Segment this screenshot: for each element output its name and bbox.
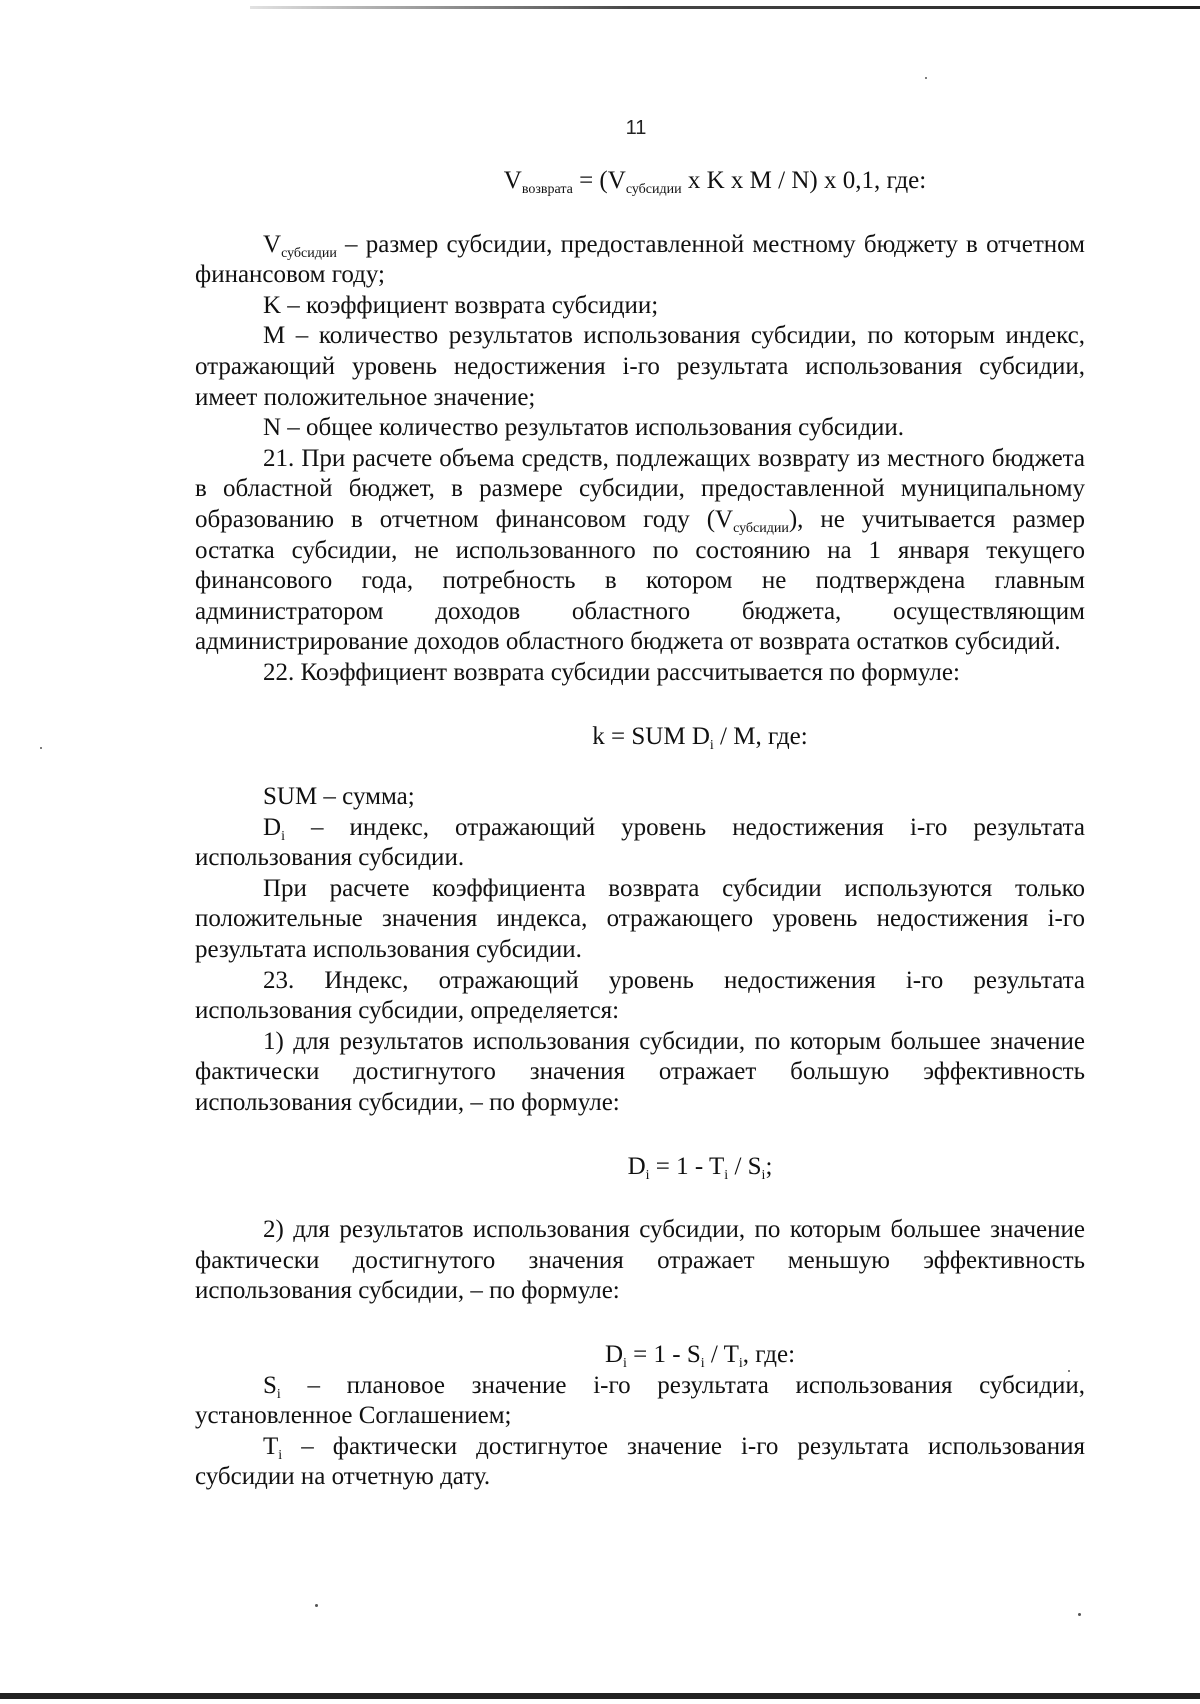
formula-di-greater-better: $D_i = 1 - T_i / S_i$; [627,1152,773,1183]
page-number: 11 [625,117,647,139]
definition-si: $S_i$ – плановое значение i-го результата использования субсидии, установленное Соглашением; [195,1371,1085,1430]
scan-speck [40,747,42,749]
scan-speck [925,77,927,79]
scan-speck [315,1604,318,1607]
formula-di-greater-worse: $D_i = 1 - S_i / T_i$, где: [604,1341,796,1371]
document-body [195,166,1085,1493]
definition-m: M – количество результатов использования субсидии, по которым индекс, отражающий уровень недостижения i-го результата использования субсидии, имеет положительное значение; [195,322,1085,411]
paragraph-23: 23. Индекс, отражающий уровень недостижения i-го результата использования субсидии, определяется: [195,966,1085,1025]
scan-speck [1078,1613,1081,1616]
definition-k: K – коэффициент возврата субсидии; [263,291,659,319]
paragraph-positive-values: При расчете коэффициента возврата субсидии используются только положительные значения индекса, отражающего уровень недостижения i-го результата использования субсидии. [195,874,1085,964]
paragraph-22: 22. Коэффициент возврата субсидии рассчитывается по формуле: [263,658,960,686]
scan-edge-top [250,6,1200,9]
formula-k: k = SUM $D_i$ / M, где: [592,722,808,753]
formula-return-volume: $V_{возврата} = (V_{субсидии}$ x K x M / N) x 0,1, где: [503,167,927,197]
definition-sum: SUM – сумма; [263,783,415,811]
scan-edge-bottom [0,1693,1200,1699]
paragraph-23-1: 1) для результатов использования субсидии, по которым большее значение фактически достигнутого значения отражает большую эффективность использования субсидии, – по формуле: [195,1027,1085,1117]
definition-di: $D_i$ – индекс, отражающий уровень недостижения i-го результата использования субсидии. [195,813,1085,872]
definition-ti: $T_i$ – фактически достигнутое значение i-го результата использования субсидии на отчетную дату. [195,1432,1085,1491]
definition-v-subsidy: $V_{субсидии}$ – размер субсидии, предоставленной местному бюджету в отчетном финансовом году; [195,230,1085,289]
definition-n: N – общее количество результатов использования субсидии. [263,414,905,442]
paragraph-23-2: 2) для результатов использования субсидии, по которым большее значение фактически достигнутого значения отражает меньшую эффективность использования субсидии, – по формуле: [195,1216,1085,1305]
paragraph-21: 21. При расчете объема средств, подлежащих возврату из местного бюджета в областной бюджет, в размере субсидии, предоставленной муниципальному образованию в отчетном финансовом году $(V_{субсидии})$, не учитывается размер остатка субсидии, не использованного по состоянию на 1 января текущего финансового года, потребность в котором не подтверждена главным администратором доходов областного бюджета, осуществляющим администрирование доходов областного бюджета от возврата остатков субсидий. [195,444,1085,656]
